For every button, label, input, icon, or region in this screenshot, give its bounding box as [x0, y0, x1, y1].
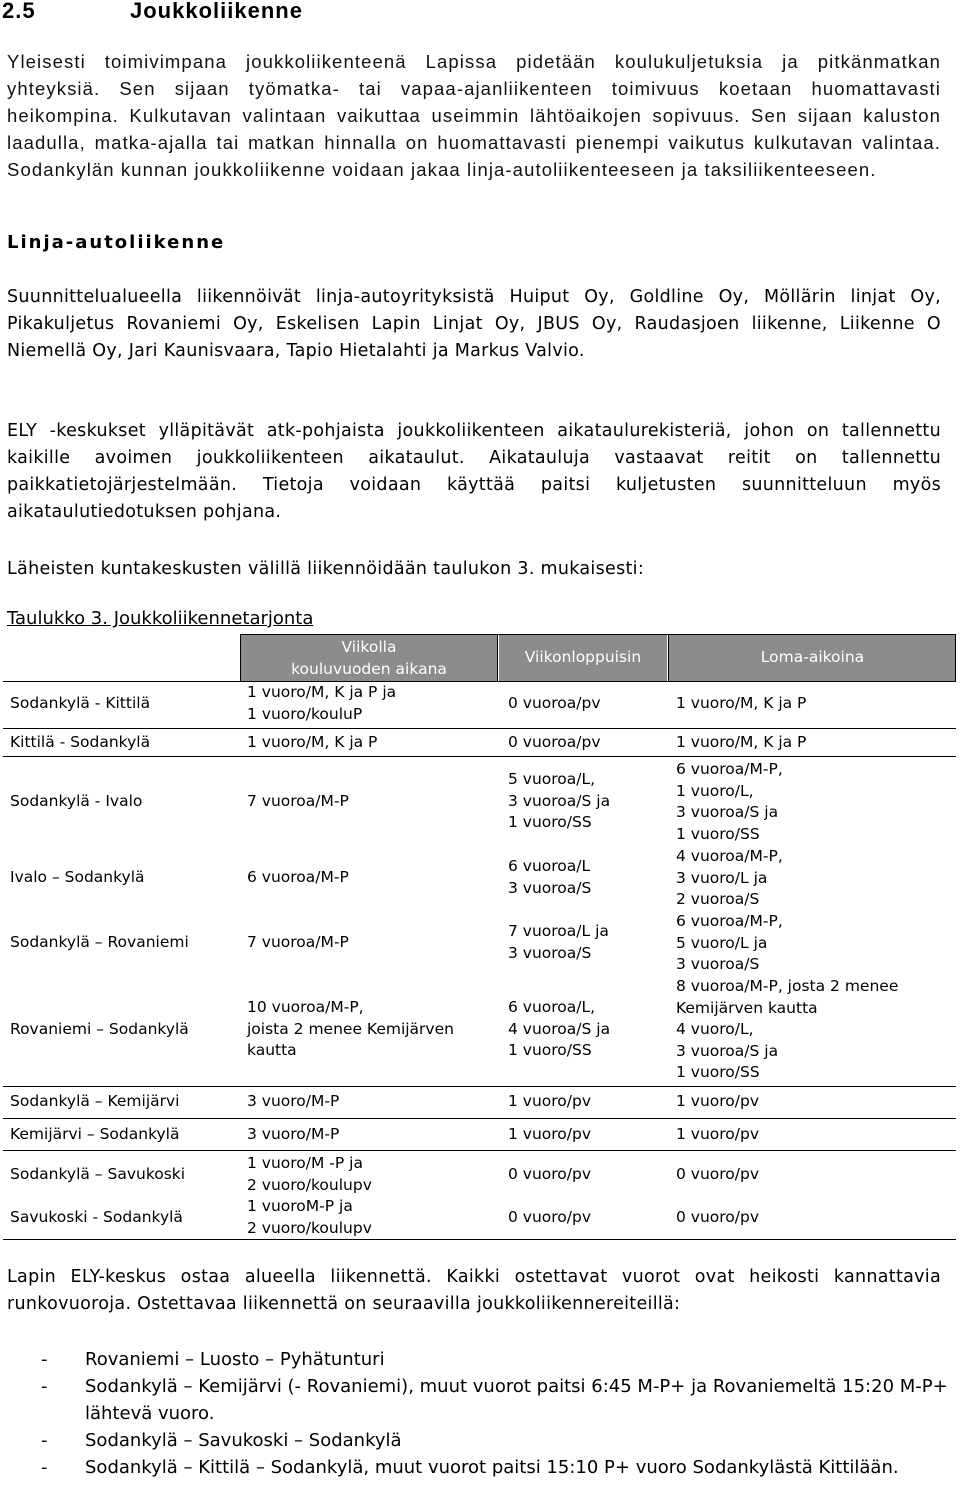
table-intro-paragraph: Läheisten kuntakeskusten välillä liikennöidään taulukon 3. mukaisesti: — [7, 559, 645, 579]
ely-buys-paragraph: Lapin ELY-keskus ostaa alueella liikennettä. Kaikki ostettavat vuorot ovat heikosti kannattavia runkovuoroja. Ostettavaa liikennettä on seuraavilla joukkoliikennereiteillä: — [7, 1267, 941, 1314]
header-holidays: Loma-aikoina — [760, 648, 865, 666]
weekend-cell: 5 vuoroa/L, 3 vuoroa/S ja 1 vuoro/SS — [508, 770, 611, 831]
weekend-cell: 6 vuoroa/L 3 vuoroa/S — [508, 857, 592, 897]
table-caption: Taulukko 3. Joukkoliikennetarjonta — [7, 608, 314, 629]
holiday-cell: 1 vuoro/pv — [676, 1092, 760, 1110]
route-cell: Sodankylä - Kittilä — [10, 694, 151, 712]
holiday-cell: 0 vuoro/pv — [676, 1208, 760, 1226]
holiday-cell: 1 vuoro/M, K ja P — [676, 733, 807, 751]
weekend-cell: 6 vuoroa/L, 4 vuoroa/S ja 1 vuoro/SS — [508, 998, 611, 1059]
ely-paragraph: ELY -keskukset ylläpitävät atk-pohjaista joukkoliikenteen aikataulurekisteriä, johon on tallennettu kaikille avoimen joukkoliikenteen aikataulut. Aikatauluja vastaavat reitit on tallennettu paikkatietojärjestelmään. Tietoja voidaan käyttää paitsi kuljetusten suunnitteluun myös aikataulutiedotuksen pohjana. — [7, 421, 941, 522]
weekday-cell: 7 vuoroa/M-P — [247, 792, 349, 810]
route-cell: Kemijärvi – Sodankylä — [10, 1125, 180, 1143]
weekday-cell: 6 vuoroa/M-P — [247, 868, 349, 886]
subheading-bus-traffic: Linja-autoliikenne — [7, 232, 226, 253]
weekday-cell: 1 vuoro/M -P ja 2 vuoro/koulupv — [247, 1154, 372, 1194]
weekend-cell: 0 vuoroa/pv — [508, 733, 601, 751]
weekday-cell: 1 vuoro/M, K ja P ja 1 vuoro/kouluP — [247, 683, 397, 723]
route-cell: Sodankylä - Ivalo — [10, 792, 143, 810]
weekend-cell: 0 vuoro/pv — [508, 1208, 592, 1226]
route-cell: Ivalo – Sodankylä — [10, 868, 145, 886]
list-item: - Sodankylä – Savukoski – Sodankylä — [7, 1427, 960, 1454]
weekend-cell: 1 vuoro/pv — [508, 1125, 592, 1143]
weekday-cell: 1 vuoroM-P ja 2 vuoro/koulupv — [247, 1197, 372, 1237]
route-cell: Savukoski - Sodankylä — [10, 1208, 183, 1226]
holiday-cell: 8 vuoroa/M-P, josta 2 menee Kemijärven kautta 4 vuoro/L, 3 vuoroa/S ja 1 vuoro/SS — [676, 977, 899, 1081]
header-weekdays: Viikolla kouluvuoden aikana — [291, 638, 447, 678]
weekday-cell: 7 vuoroa/M-P — [247, 933, 349, 951]
section-heading — [2, 0, 303, 24]
section-title: Joukkoliikenne — [130, 0, 303, 23]
holiday-cell: 6 vuoroa/M-P, 5 vuoro/L ja 3 vuoroa/S — [676, 912, 783, 973]
route-cell: Sodankylä – Kemijärvi — [10, 1092, 180, 1110]
list-item: - Rovaniemi – Luosto – Pyhätunturi — [7, 1346, 960, 1373]
weekend-cell: 0 vuoroa/pv — [508, 694, 601, 712]
list-item: - Sodankylä – Kemijärvi (- Rovaniemi), muut vuorot paitsi 6:45 M-P+ ja Rovaniemeltä 15:20 M-P+ lähtevä vuoro. — [7, 1373, 960, 1427]
weekday-cell: 3 vuoro/M-P — [247, 1092, 340, 1110]
route-cell: Rovaniemi – Sodankylä — [10, 1020, 189, 1038]
holiday-cell: 6 vuoroa/M-P, 1 vuoro/L, 3 vuoroa/S ja 1 vuoro/SS — [676, 760, 783, 843]
section-number: 2.5 — [2, 0, 36, 23]
route-cell: Sodankylä – Savukoski — [10, 1165, 186, 1183]
holiday-cell: 0 vuoro/pv — [676, 1165, 760, 1183]
weekend-cell: 7 vuoroa/L ja 3 vuoroa/S — [508, 922, 609, 962]
weekday-cell: 3 vuoro/M-P — [247, 1125, 340, 1143]
route-cell: Sodankylä – Rovaniemi — [10, 933, 189, 951]
weekend-cell: 1 vuoro/pv — [508, 1092, 592, 1110]
weekday-cell: 10 vuoroa/M-P, joista 2 menee Kemijärven kautta — [247, 998, 454, 1059]
operators-paragraph: Suunnittelualueella liikennöivät linja-autoyrityksistä Huiput Oy, Goldline Oy, Möllärin linjat Oy, Pikakuljetus Rovaniemi Oy, Eskelisen Lapin Linjat Oy, JBUS Oy, Raudasjoen liikenne, Liikenne O Niemellä Oy, Jari Kaunisvaara, Tapio Hietalahti ja Markus Valvio. — [7, 287, 941, 361]
transit-table — [3, 634, 956, 1240]
holiday-cell: 1 vuoro/M, K ja P — [676, 694, 807, 712]
route-cell: Kittilä - Sodankylä — [10, 733, 151, 751]
weekend-cell: 0 vuoro/pv — [508, 1165, 592, 1183]
list-item: - Sodankylä – Kittilä – Sodankylä, muut vuorot paitsi 15:10 P+ vuoro Sodankylästä Kittilään. — [7, 1454, 960, 1481]
routes-list — [7, 1346, 960, 1481]
holiday-cell: 1 vuoro/pv — [676, 1125, 760, 1143]
weekday-cell: 1 vuoro/M, K ja P — [247, 733, 378, 751]
header-weekends: Viikonloppuisin — [524, 648, 642, 666]
holiday-cell: 4 vuoroa/M-P, 3 vuoro/L ja 2 vuoroa/S — [676, 847, 783, 908]
intro-paragraph: Yleisesti toimivimpana joukkoliikenteenä Lapissa pidetään koulukuljetuksia ja pitkänmatkan yhteyksiä. Sen sijaan työmatka- tai vapaa-ajanliikenteen toimivuus koetaan huomattavasti heikompina. Kulkutavan valintaan vaikuttaa useimmin lähtöaikojen sopivuus. Sen sijaan kaluston laadulla, matka-ajalla tai matkan hinnalla on huomattavasti pienempi vaikutus kulkutavan valintaa. Sodankylän kunnan joukkoliikenne voidaan jakaa linja-autoliikenteeseen ja taksiliikenteeseen. — [7, 51, 941, 180]
